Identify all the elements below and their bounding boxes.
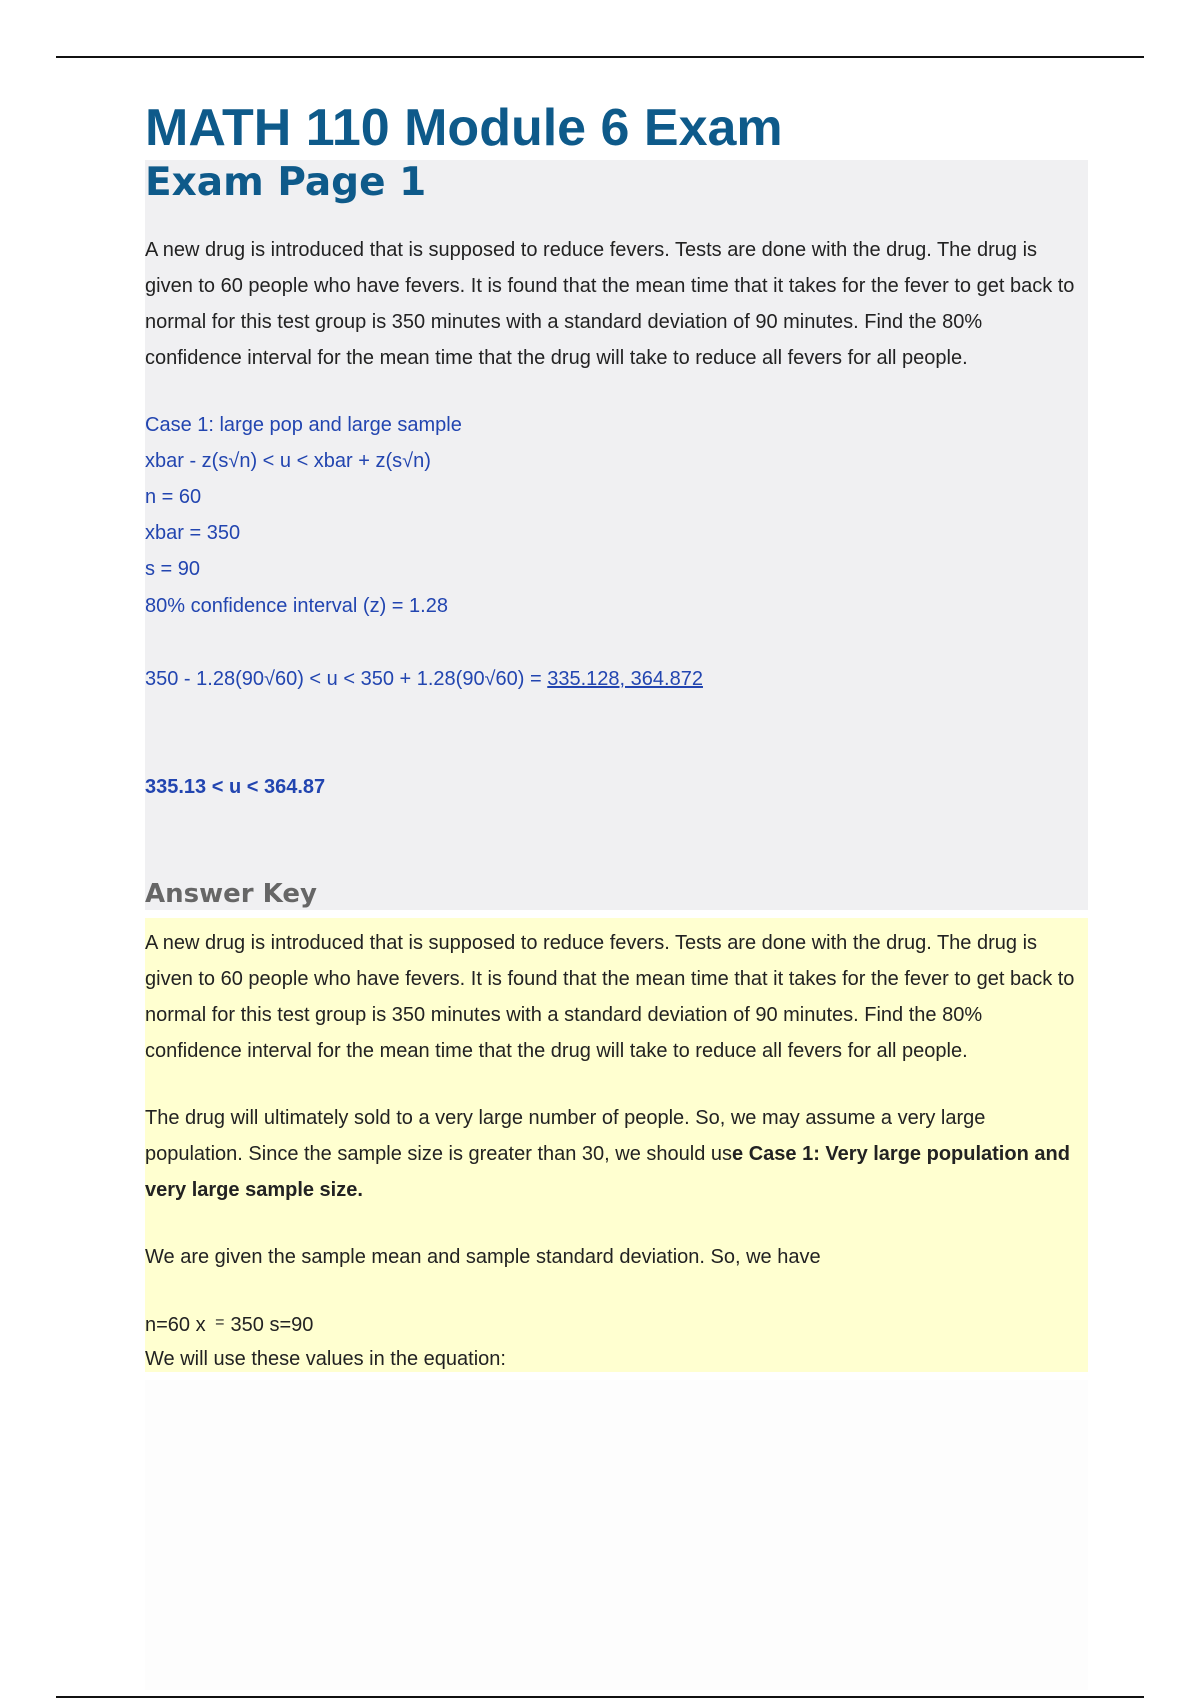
- xbar-symbol: =: [215, 1314, 225, 1331]
- work-case: Case 1: large pop and large sample: [145, 414, 462, 436]
- question-text: A new drug is introduced that is supposed to reduce fevers. Tests are done with the drug. The drug is given to 60 people who have fevers. It is found that the mean time that it takes for the fever to get back to normal for this test group is 350 minutes with a standard deviation of 90 minutes. Find the 80% confidence interval for the mean time that the drug will take to reduce all fevers for all people.: [145, 239, 1075, 369]
- work-computation-result: 335.128, 364.872: [547, 668, 703, 690]
- work-s: s = 90: [145, 558, 201, 580]
- answer-key-question-text: A new drug is introduced that is supposed to reduce fevers. Tests are done with the drug. The drug is given to 60 people who have fevers. It is found that the mean time that it takes for the fever to get back to normal for this test group is 350 minutes with a standard deviation of 90 minutes. Find the 80% confidence interval for the mean time that the drug will take to reduce all fevers for all people.: [145, 932, 1075, 1062]
- work-xbar: xbar = 350: [145, 522, 241, 544]
- bottom-rule: [56, 1696, 1144, 1698]
- values-n: n=60 x: [145, 1314, 206, 1336]
- use-values-text: We will use these values in the equation:: [145, 1348, 506, 1370]
- given-text: We are given the sample mean and sample standard deviation. So, we have: [145, 1246, 821, 1268]
- work-formula: xbar - z(s√n) < u < xbar + z(s√n): [145, 450, 431, 472]
- explanation-bold: e Case 1: Very large population and very large sample size.: [145, 1143, 1070, 1201]
- work-computation-line: [145, 664, 703, 694]
- given-values: [145, 1308, 313, 1340]
- page-heading: Exam Page 1: [145, 160, 427, 205]
- faded-panel: [145, 1380, 1088, 1690]
- answer-key-explanation: [145, 1100, 1080, 1208]
- work-computation: 350 - 1.28(90√60) < u < 350 + 1.28(90√60) =: [145, 668, 548, 690]
- top-rule: [56, 56, 1144, 58]
- answer-key-heading: Answer Key: [145, 879, 317, 909]
- values-rest: 350 s=90: [230, 1314, 314, 1336]
- document-title: MATH 110 Module 6 Exam: [145, 99, 783, 157]
- work-n: n = 60: [145, 486, 202, 508]
- explanation-start: The drug will ultimately sold to a very large number of people. So, we may assume a very large population. Since the sample size is greater than 30, we should us: [145, 1107, 986, 1165]
- work-z: 80% confidence interval (z) = 1.28: [145, 595, 448, 617]
- final-answer: 335.13 < u < 364.87: [145, 776, 326, 798]
